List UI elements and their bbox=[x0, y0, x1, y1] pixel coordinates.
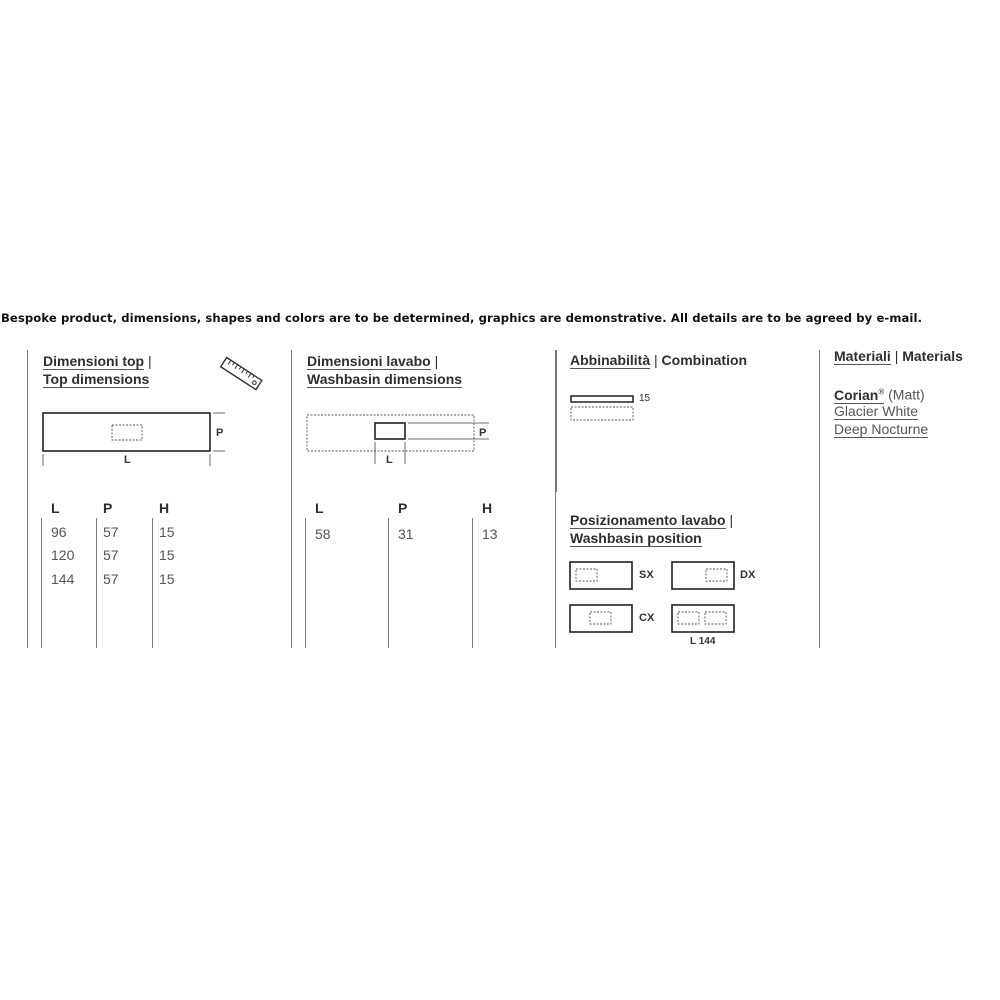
combination-diagram bbox=[568, 393, 651, 425]
top-cell-p: 57 bbox=[103, 571, 119, 587]
top-cell-h: 15 bbox=[159, 571, 175, 587]
position-double-label: L 144 bbox=[690, 636, 716, 647]
washbasin-dimensions-heading bbox=[307, 352, 462, 388]
washbasin-dimensions-title-en: Washbasin dimensions bbox=[307, 371, 463, 387]
washbasin-col-header-h: H bbox=[482, 500, 493, 516]
heading-separator: | bbox=[729, 512, 734, 528]
washbasin-diagram-label-p: P bbox=[479, 427, 487, 439]
top-col-header-h: H bbox=[159, 500, 170, 516]
column-divider bbox=[819, 350, 820, 648]
registered-mark: ® bbox=[878, 387, 885, 396]
material-name: Corian bbox=[834, 386, 879, 403]
table-column-line bbox=[152, 518, 153, 648]
color-glacier-white: Glacier White bbox=[834, 403, 919, 419]
column-divider bbox=[27, 350, 28, 648]
top-col-header-p: P bbox=[103, 500, 113, 516]
column-divider bbox=[291, 350, 292, 648]
table-column-line bbox=[472, 518, 473, 648]
washbasin-col-header-l: L bbox=[315, 500, 324, 516]
heading-separator: | bbox=[148, 353, 152, 369]
material-color bbox=[834, 402, 918, 420]
table-column-line bbox=[388, 518, 389, 648]
top-dimensions-title-en: Top dimensions bbox=[43, 371, 150, 387]
material-color bbox=[834, 420, 928, 438]
combination-thickness-label: 15 bbox=[639, 393, 651, 404]
position-sx-diagram bbox=[568, 560, 638, 592]
washbasin-cell-p: 31 bbox=[398, 526, 414, 542]
top-cell-p: 57 bbox=[103, 524, 119, 540]
top-cell-h: 15 bbox=[159, 547, 175, 563]
top-diagram-label-p: P bbox=[216, 427, 224, 439]
washbasin-position-heading bbox=[570, 511, 733, 547]
position-dx-label: DX bbox=[740, 569, 756, 581]
top-diagram-label-l: L bbox=[124, 454, 131, 466]
washbasin-dimensions-diagram bbox=[304, 412, 494, 468]
washbasin-cell-l: 58 bbox=[315, 526, 331, 542]
top-cell-p: 57 bbox=[103, 547, 119, 563]
disclaimer-notice: Bespoke product, dimensions, shapes and colors are to be determined, graphics are demonstrative. All details are to be agreed by e-mail. bbox=[1, 311, 923, 325]
heading-separator: | bbox=[654, 352, 658, 368]
color-deep-nocturne: Deep Nocturne bbox=[834, 421, 929, 437]
top-cell-h: 15 bbox=[159, 524, 175, 540]
materials-heading bbox=[834, 347, 963, 365]
position-cx-diagram bbox=[568, 603, 638, 635]
top-dimensions-heading bbox=[43, 352, 152, 388]
position-cx-label: CX bbox=[639, 612, 655, 624]
materials-title-it: Materiali bbox=[834, 348, 891, 364]
washbasin-position-title-it: Posizionamento lavabo bbox=[570, 512, 726, 528]
combination-title-it: Abbinabilità bbox=[570, 352, 651, 368]
top-cell-l: 120 bbox=[51, 547, 75, 563]
ruler-icon bbox=[218, 356, 264, 392]
material-finish: (Matt) bbox=[888, 386, 925, 403]
heading-separator: | bbox=[894, 348, 899, 364]
top-dimensions-title-it: Dimensioni top bbox=[43, 353, 145, 369]
top-dimensions-diagram bbox=[40, 410, 230, 470]
table-column-line bbox=[305, 518, 306, 648]
washbasin-dimensions-title-it: Dimensioni lavabo bbox=[307, 353, 431, 369]
top-cell-l: 96 bbox=[51, 524, 67, 540]
inner-divider bbox=[556, 350, 557, 492]
top-col-header-l: L bbox=[51, 500, 60, 516]
position-sx-label: SX bbox=[639, 569, 654, 581]
top-cell-l: 144 bbox=[51, 571, 75, 587]
table-column-line bbox=[41, 518, 42, 648]
material-entry bbox=[834, 383, 925, 404]
combination-heading bbox=[570, 351, 747, 369]
materials-title-en: Materials bbox=[902, 348, 963, 364]
position-double-diagram bbox=[670, 603, 740, 635]
position-dx-diagram bbox=[670, 560, 740, 592]
combination-title-en: Combination bbox=[661, 352, 748, 368]
heading-separator: | bbox=[434, 353, 439, 369]
table-column-line bbox=[96, 518, 97, 648]
washbasin-col-header-p: P bbox=[398, 500, 408, 516]
washbasin-diagram-label-l: L bbox=[386, 454, 393, 466]
washbasin-position-title-en: Washbasin position bbox=[570, 530, 702, 546]
washbasin-cell-h: 13 bbox=[482, 526, 498, 542]
